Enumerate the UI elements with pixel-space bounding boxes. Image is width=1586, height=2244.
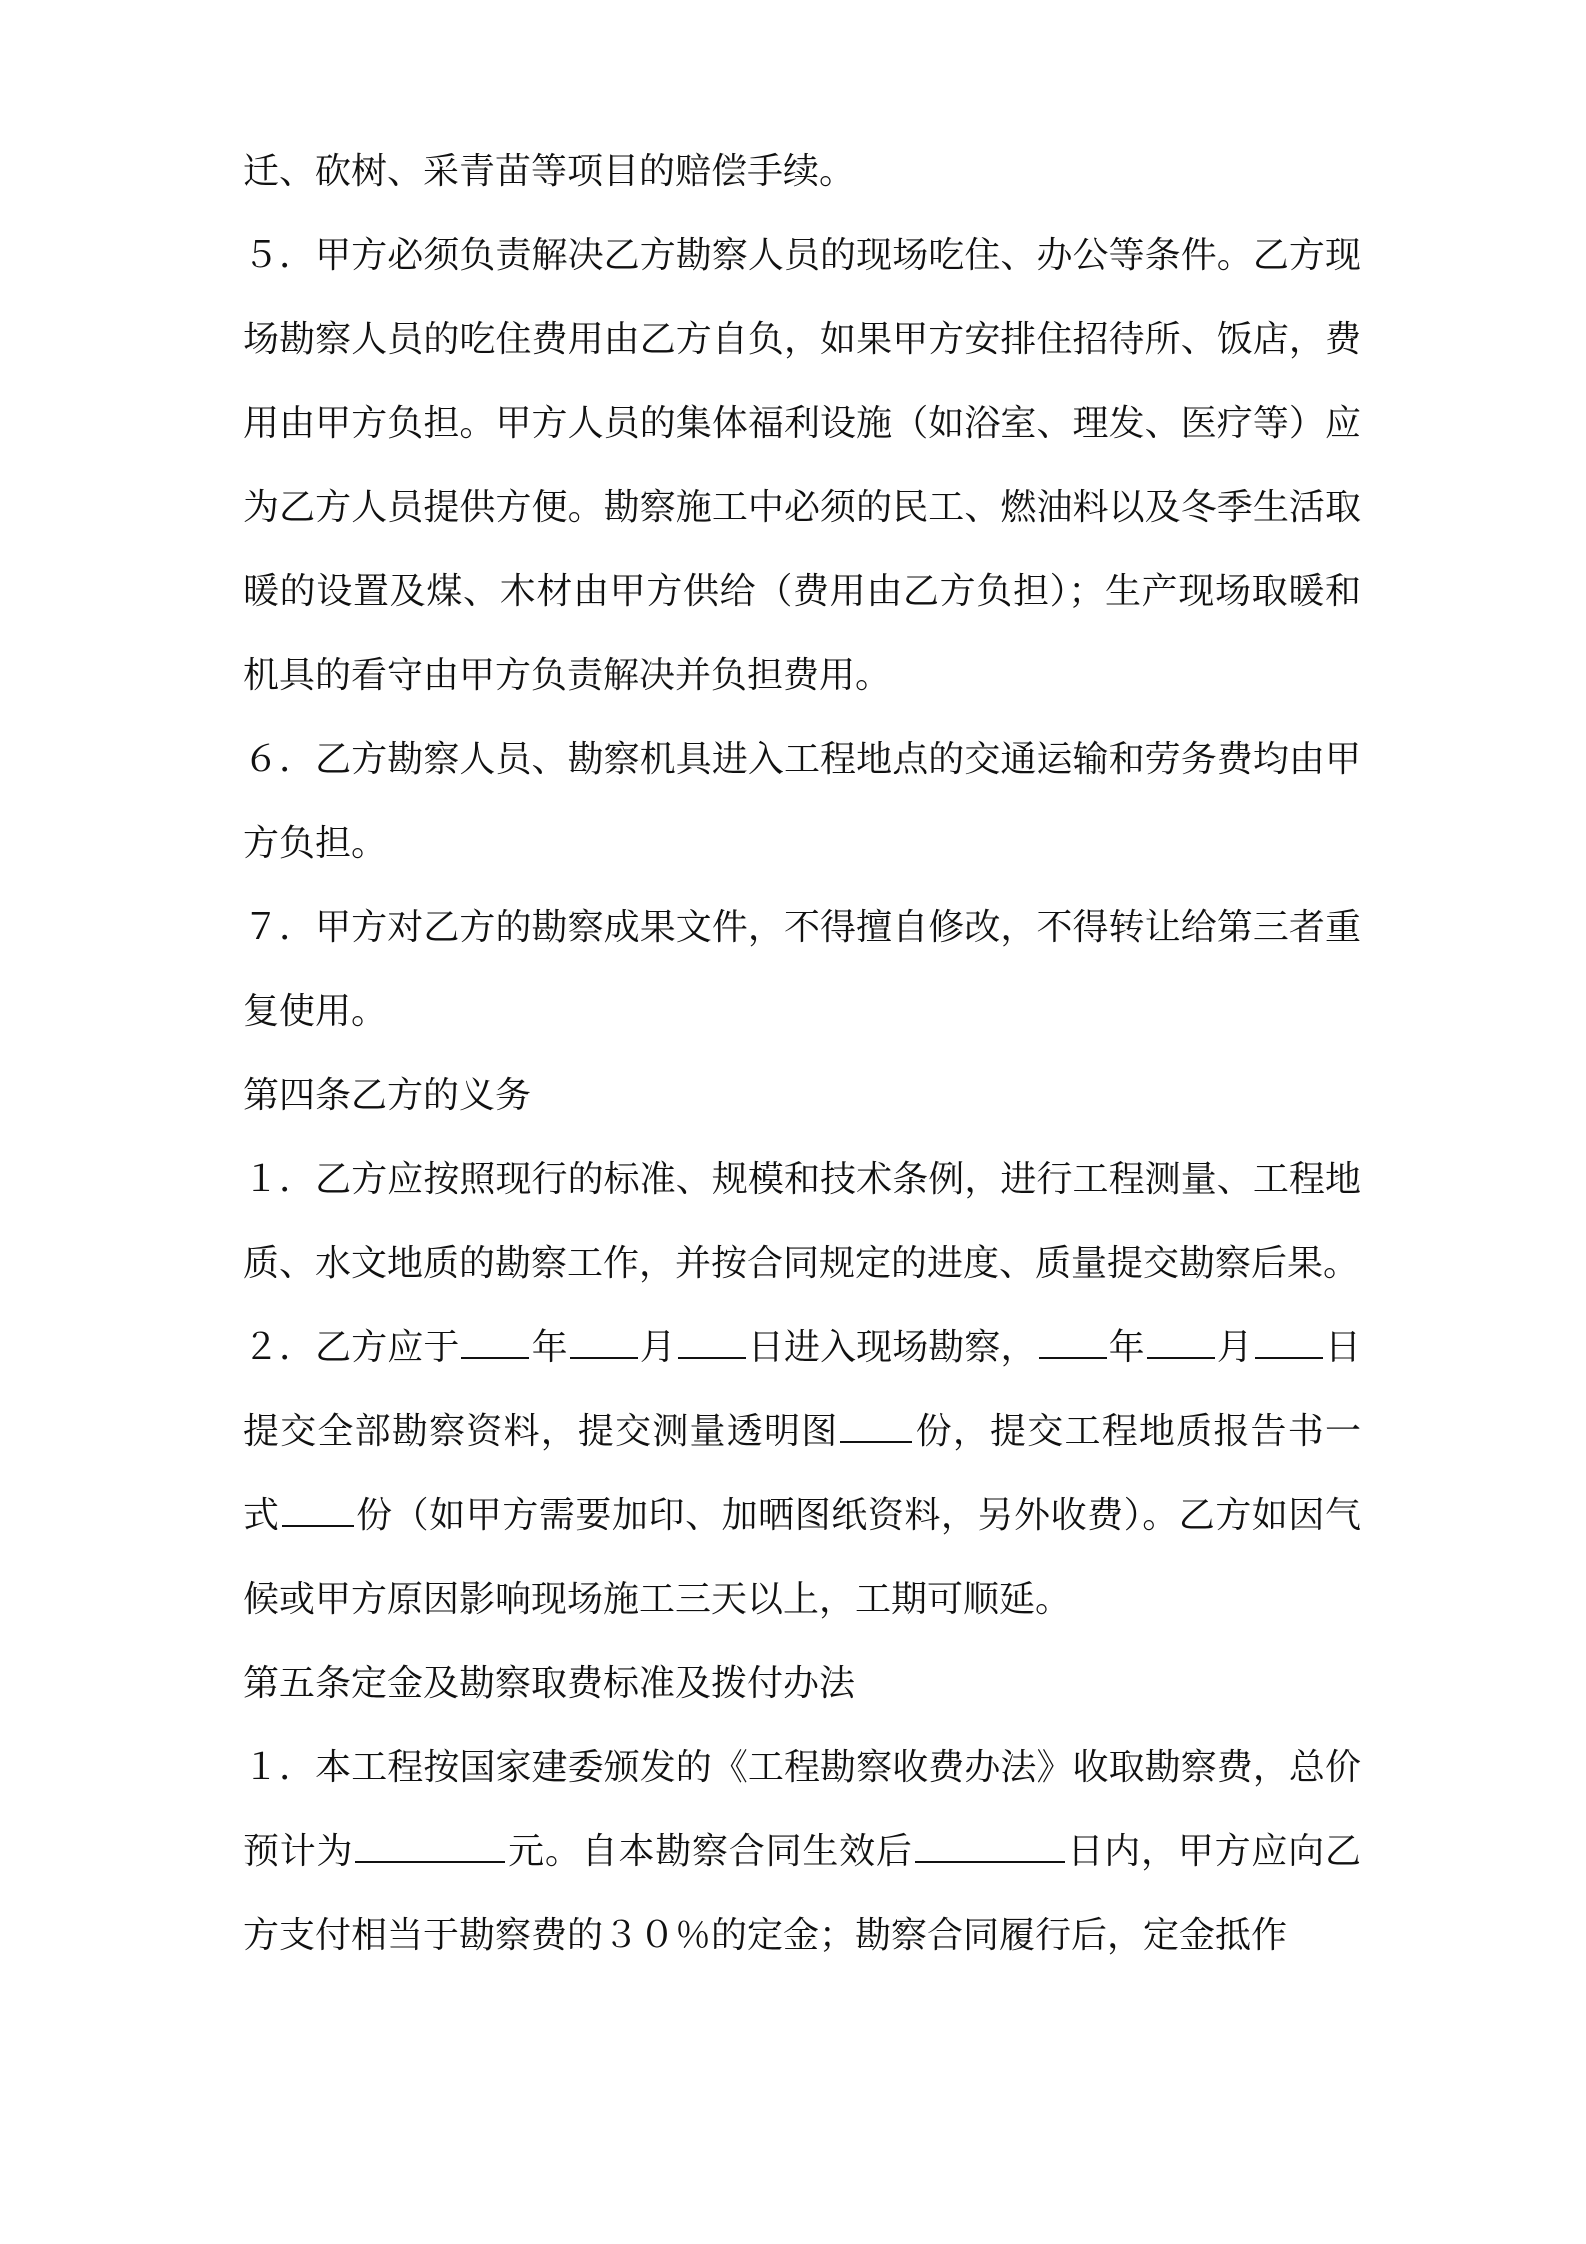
text-run: ２．乙方应于 [243,1327,460,1368]
fill-blank [1255,1327,1323,1359]
text-run: １．本工程按国家建委颁发的《工程勘察收费办法》收取勘察费，总价预计为 [243,1747,1361,1872]
fill-blank [461,1327,529,1359]
text-run: 日提交全部勘察资料，提交测量透明图 [243,1327,1361,1452]
paragraph-item-6: ６．乙方勘察人员、勘察机具进入工程地点的交通运输和劳务费均由甲方负担。 [243,739,1361,864]
article-4-heading: 第四条乙方的义务 [243,1075,532,1116]
fill-blank [282,1495,354,1527]
text-run: 日进入现场勘察， [747,1327,1037,1368]
fill-blank [840,1411,912,1443]
text-run: 月 [639,1327,676,1368]
text-run: 年 [1108,1327,1145,1368]
paragraph-article-4-item-2 [243,1306,1361,1642]
text-run: 年 [531,1327,568,1368]
text-run: 元。自本勘察合同生效后 [507,1831,913,1872]
document-body [243,130,1361,1978]
paragraph-item-7: ７．甲方对乙方的勘察成果文件，不得擅自修改，不得转让给第三者重复使用。 [243,907,1361,1032]
paragraph-article-5-item-1 [243,1726,1361,1978]
fill-blank [570,1327,638,1359]
fill-blank [355,1831,505,1863]
text-run: 月 [1216,1327,1253,1368]
paragraph-item-5: ５．甲方必须负责解决乙方勘察人员的现场吃住、办公等条件。乙方现场勘察人员的吃住费用由乙方自负，如果甲方安排住招待所、饭店，费用由甲方负担。甲方人员的集体福利设施（如浴室、理发、医疗等）应为乙方人员提供方便。勘察施工中必须的民工、燃油料以及冬季生活取暖的设置及煤、木材由甲方供给（费用由乙方负担）；生产现场取暖和机具的看守由甲方负责解决并负担费用。 [243,235,1361,696]
text-run: 份，提交工程地质报告书一式 [243,1411,1361,1536]
fill-blank [1147,1327,1215,1359]
fill-blank [678,1327,746,1359]
text-run: 份（如甲方需要加印、加晒图纸资料，另外收费）。乙方如因气候或甲方原因影响现场施工三天以上，工期可顺延。 [243,1495,1361,1620]
article-5-heading: 第五条定金及勘察取费标准及拨付办法 [243,1663,856,1704]
fill-blank [1039,1327,1107,1359]
text-run: 日内，甲方应向乙方支付相当于勘察费的３０％的定金；勘察合同履行后，定金抵作 [243,1831,1361,1956]
paragraph-continuation: 迁、砍树、采青苗等项目的赔偿手续。 [243,151,856,192]
paragraph-article-4-item-1: １．乙方应按照现行的标准、规模和技术条例，进行工程测量、工程地质、水文地质的勘察工作，并按合同规定的进度、质量提交勘察后果。 [243,1159,1361,1284]
fill-blank [915,1831,1065,1863]
